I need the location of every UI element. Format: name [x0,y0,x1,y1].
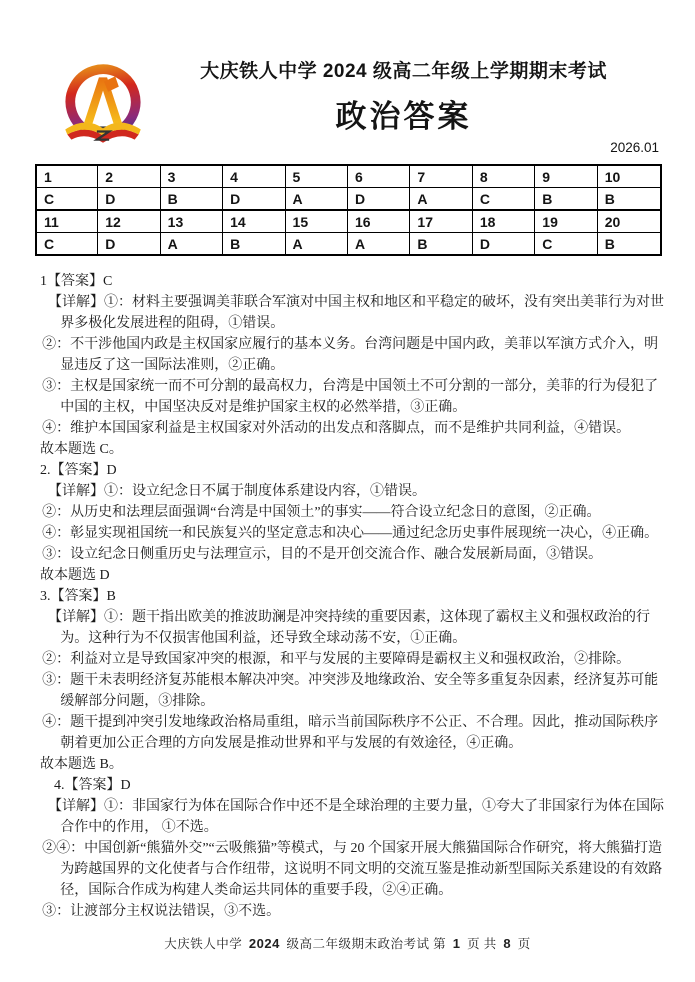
explanation-paragraph: ③：主权是国家统一而不可分割的最高权力，台湾是中国领土不可分割的一部分，美菲的行为侵犯了中国的主权，中国坚决反对是维护国家主权的必然举措，③正确。 [42,379,659,415]
header-text-block [112,0,695,134]
explanation-paragraph: ④：彰显实现祖国统一和民族复兴的坚定意志和决心——通过纪念历史事件展现统一决心，④正确。 [42,526,659,541]
question-number-cell: 20 [597,210,661,233]
answer-heading: 1【答案】C [40,274,113,289]
table-row-answers [36,233,661,256]
answer-cell: B [223,233,285,256]
explanation-paragraph: ③：设立纪念日侧重历史与法理宣示，目的不是开创交流合作、融合发展新局面，③错误。 [42,547,603,562]
conclusion-line: 故本题选 C。 [40,442,123,457]
answer-cell: D [98,188,160,211]
footer-year: 2024 [248,936,280,951]
explanation-paragraph: ②：利益对立是导致国家冲突的根源，和平与发展的主要障碍是霸权主义和强权政治，②排除。 [42,652,631,667]
question-number-cell: 4 [223,165,285,188]
explanation-paragraph: ④：维护本国国家利益是主权国家对外活动的出发点和落脚点，而不是维护共同利益，④错误。 [42,421,631,436]
question-number-cell: 15 [285,210,347,233]
answer-section-1 [40,271,667,460]
conclusion-line: 故本题选 D [40,568,110,583]
footer-page-number: 1 [452,936,461,951]
footer-exam: 级高二年级期末政治考试 [286,937,430,951]
explanation-paragraph: ③：让渡部分主权说法错误，③不选。 [42,904,281,919]
question-number-cell: 11 [36,210,98,233]
question-number-cell: 7 [410,165,472,188]
answer-section-4 [40,775,667,922]
explanation-paragraph: ②④：中国创新“熊猫外交”“云吸熊猫”等模式，与 20 个国家开展大熊猫国际合作研究，将大熊猫打造为跨越国界的文化使者与合作纽带，这说明不同文明的交流互鉴是推动新型国际关系建设的有效路径，国际合作成为构建人类命运共同体的重要手段，②④正确。 [42,841,663,898]
question-number-cell: 14 [223,210,285,233]
page-header [0,0,695,158]
explanation-paragraph: ③：题干未表明经济复苏能根本解决冲突。冲突涉及地缘政治、安全等多重复杂因素，经济复苏可能缓解部分问题，③排除。 [42,673,659,709]
answer-cell: C [36,233,98,256]
answer-section-2 [40,460,667,586]
answer-cell: A [410,188,472,211]
explanation-paragraph: 【详解】①：设立纪念日不属于制度体系建设内容，①错误。 [47,484,426,499]
question-number-cell: 12 [98,210,160,233]
question-number-cell: 16 [347,210,409,233]
answer-key-table [35,164,662,256]
explanation-paragraph: 【详解】①：非国家行为体在国际合作中还不是全球治理的主要力量，①夸大了非国家行为体在国际合作中的作用， ①不选。 [47,799,664,835]
answer-section-3 [40,586,667,775]
answer-cell: B [597,188,661,211]
answer-cell: B [535,188,597,211]
footer-total-pages: 8 [503,936,512,951]
question-number-cell: 3 [160,165,222,188]
question-number-cell: 6 [347,165,409,188]
answer-cell: B [410,233,472,256]
question-number-cell: 17 [410,210,472,233]
answer-cell: C [535,233,597,256]
explanation-paragraph: ②：从历史和法理层面强调“台湾是中国领土”的事实——符合设立纪念日的意图，②正确。 [42,505,601,520]
question-number-cell: 13 [160,210,222,233]
answer-cell: B [160,188,222,211]
footer-pages-label: 页 共 [467,937,497,951]
page-title: 政治答案 [335,99,472,134]
answer-heading: 4.【答案】D [54,778,131,793]
explanation-paragraph: 【详解】①：材料主要强调美菲联合军演对中国主权和地区和平稳定的破坏，没有突出美菲行为对世界多极化发展进程的阻碍，①错误。 [47,295,664,331]
answer-cell: D [98,233,160,256]
answer-heading: 3.【答案】B [40,589,116,604]
answer-heading: 2.【答案】D [40,463,117,478]
answer-cell: D [347,188,409,211]
page-footer [0,934,695,952]
table-row-question-numbers [36,210,661,233]
answer-cell: A [347,233,409,256]
table-row-question-numbers [36,165,661,188]
exam-school-line: 大庆铁人中学 2024 级高二年级上学期期末考试 [200,61,607,82]
answer-cell: C [472,188,534,211]
explanations-content [0,256,695,922]
question-number-cell: 5 [285,165,347,188]
answer-cell: A [285,233,347,256]
answer-cell: C [36,188,98,211]
answer-cell: A [160,233,222,256]
question-number-cell: 2 [98,165,160,188]
exam-date: 2026.01 [610,140,659,155]
explanation-paragraph: ④：题干提到冲突引发地缘政治格局重组，暗示当前国际秩序不公正、不合理。因此，推动国际秩序朝着更加公正合理的方向发展是推动世界和平与发展的有效途径，④正确。 [42,715,659,751]
question-number-cell: 18 [472,210,534,233]
table-row-answers [36,188,661,211]
question-number-cell: 1 [36,165,98,188]
conclusion-line: 故本题选 B。 [40,757,123,772]
footer-end-label: 页 [517,937,531,951]
question-number-cell: 10 [597,165,661,188]
school-logo-icon [52,56,154,158]
explanation-paragraph: 【详解】①：题干指出欧美的推波助澜是冲突持续的重要因素，这体现了霸权主义和强权政治的行为。这种行为不仅损害他国利益，还导致全球动荡不安，①正确。 [47,610,650,646]
question-number-cell: 9 [535,165,597,188]
footer-page-label: 第 [433,937,447,951]
footer-school: 大庆铁人中学 [164,937,243,951]
question-number-cell: 8 [472,165,534,188]
answer-cell: A [285,188,347,211]
answer-cell: D [223,188,285,211]
question-number-cell: 19 [535,210,597,233]
answer-cell: B [597,233,661,256]
explanation-paragraph: ②：不干涉他国内政是主权国家应履行的基本义务。台湾问题是中国内政，美菲以军演方式介入，明显违反了这一国际法准则，②正确。 [42,337,659,373]
answer-cell: D [472,233,534,256]
